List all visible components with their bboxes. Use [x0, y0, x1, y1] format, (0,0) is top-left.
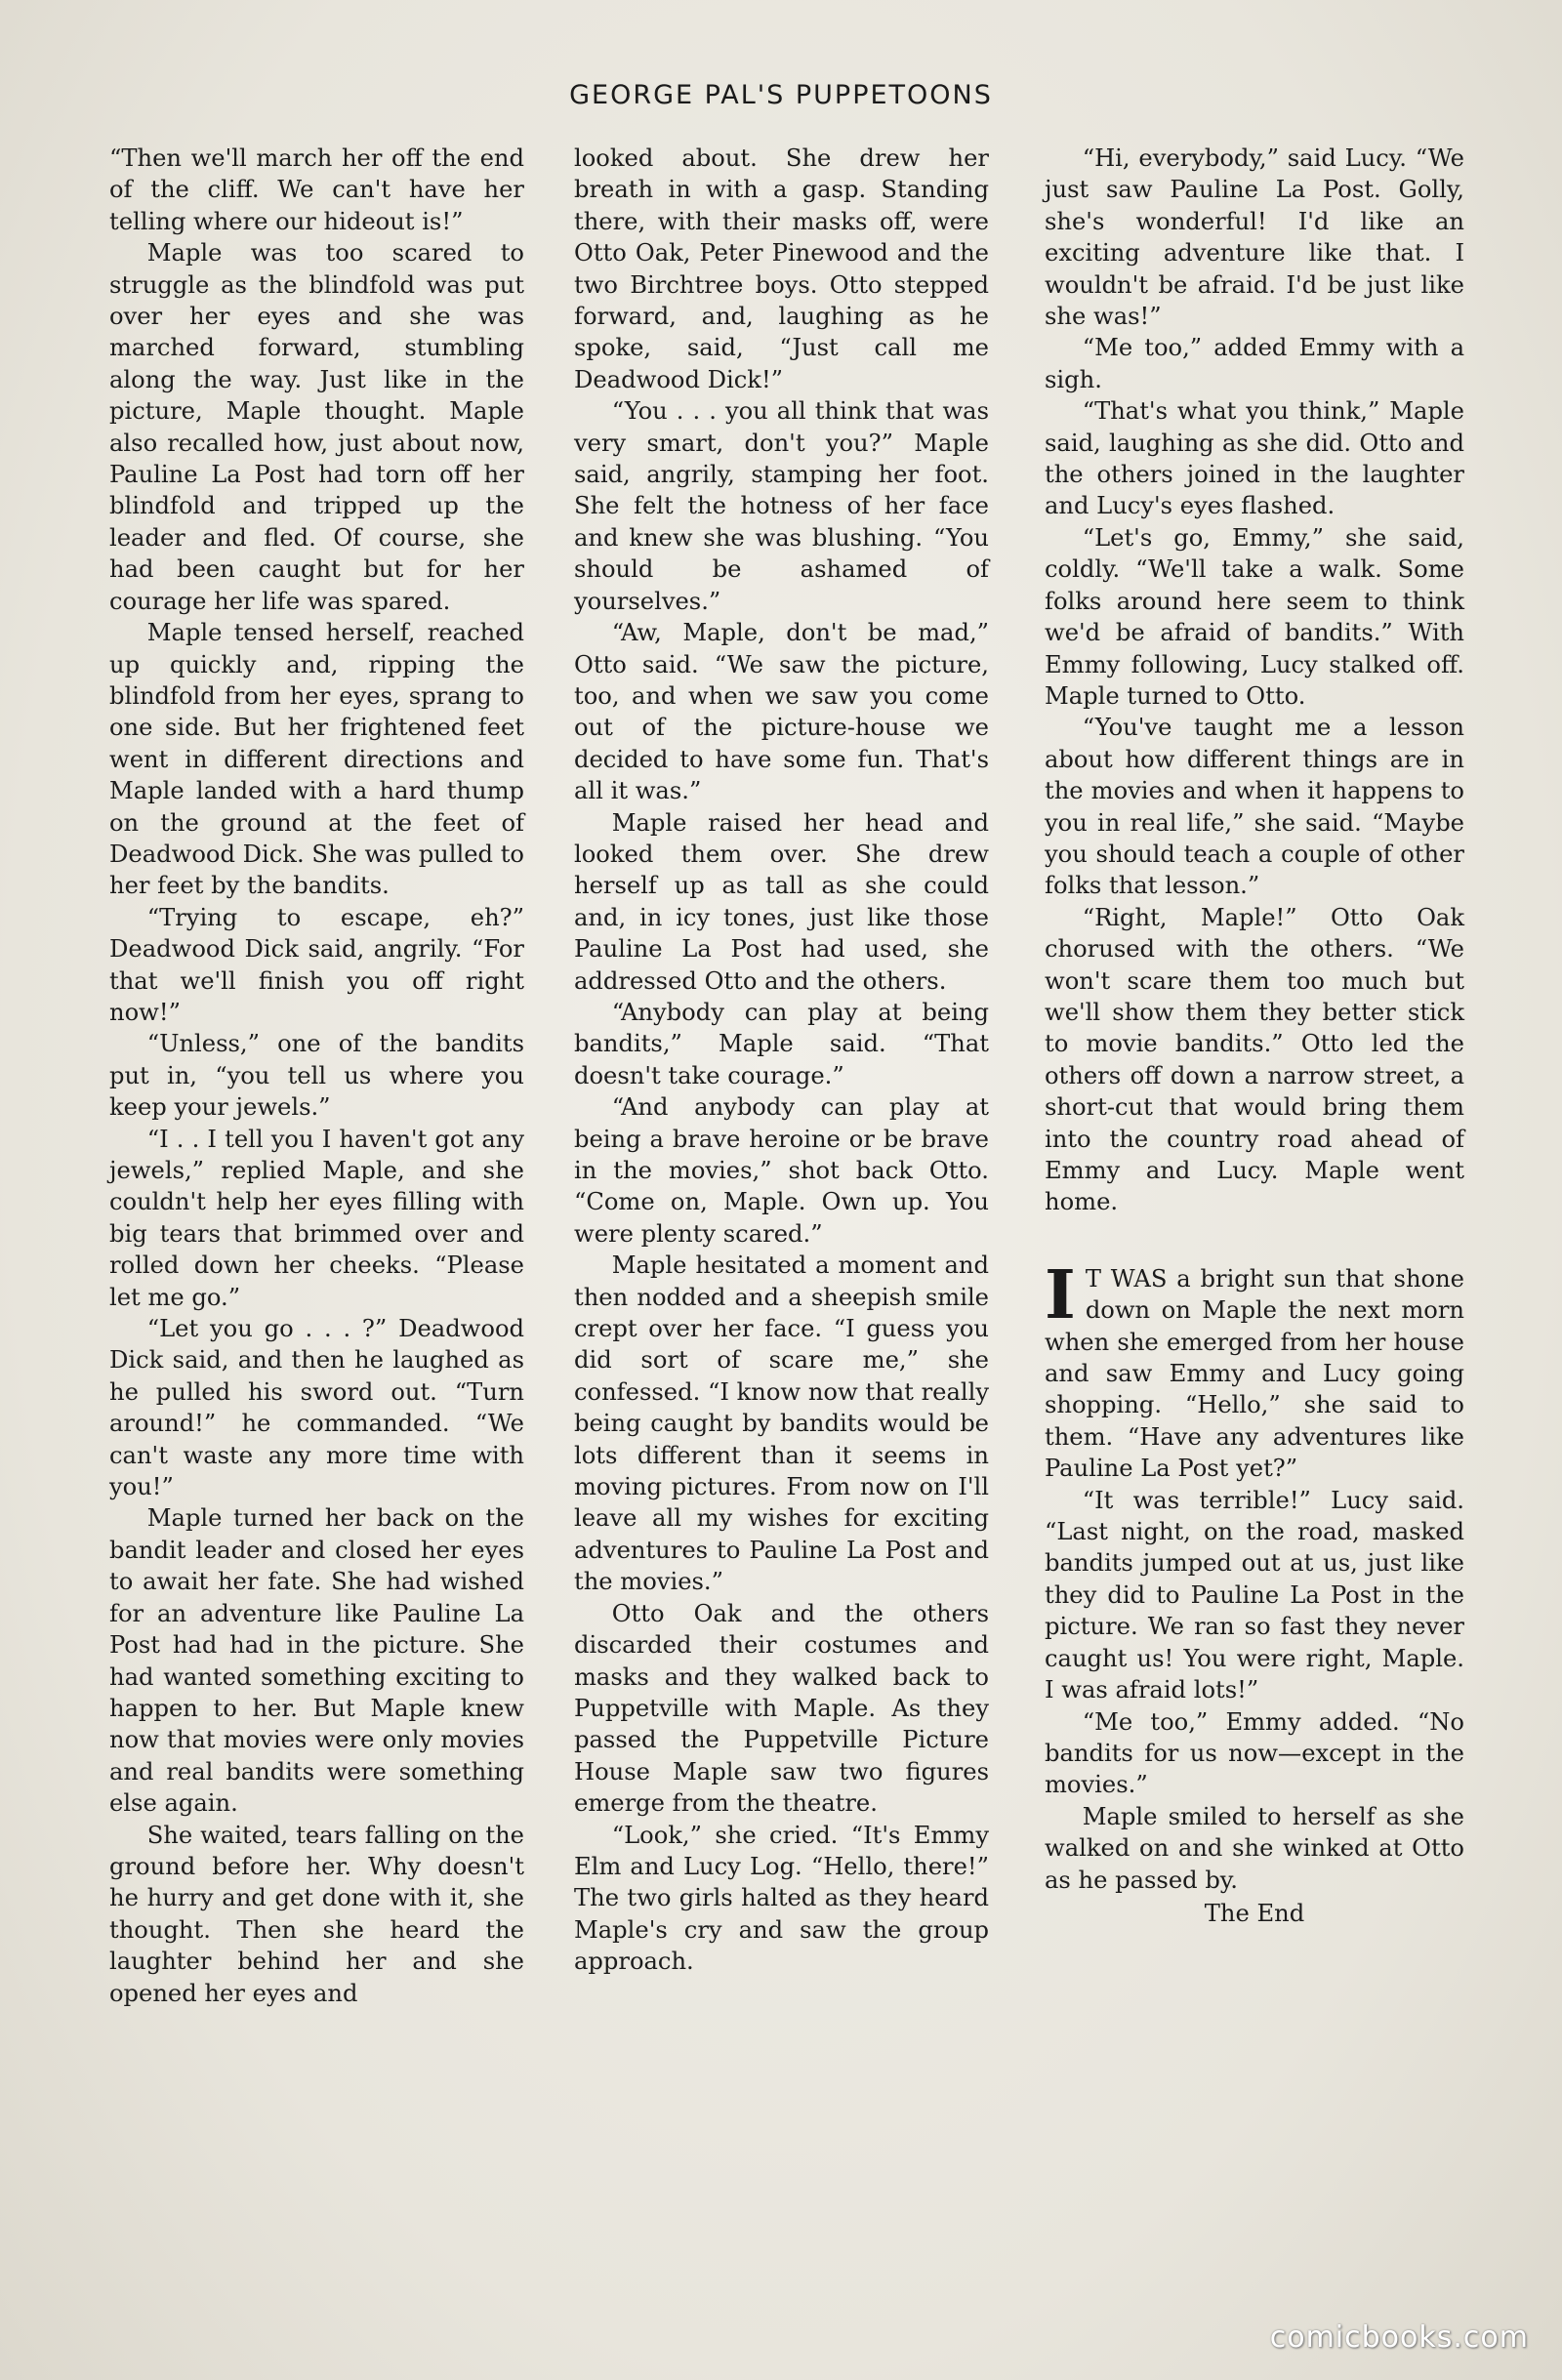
text-column-2 [574, 143, 989, 1978]
paragraph: “Then we'll march her off the end of the cliff. We can't have her telling where our hideout is!” [109, 144, 524, 235]
paragraph: looked about. She drew her breath in with a gasp. Standing there, with their masks off, were Otto Oak, Peter Pinewood and the two Birchtree boys. Otto stepped forward, and, laughing as he spoke, said, “Just call me Deadwood Dick!” [574, 144, 989, 393]
watermark: comicbooks.com [1269, 2320, 1529, 2355]
paragraph: “Anybody can play at being bandits,” Maple said. “That doesn't take courage.” [574, 998, 989, 1089]
paragraph-text: T WAS a bright sun that shone down on Maple the next morn when she emerged from her house and saw Emmy and Lucy going shopping. “Hello,” she said to them. “Have any adventures like Pauline La Post yet?” [1045, 1264, 1464, 1483]
paragraph: “Unless,” one of the bandits put in, “you tell us where you keep your jewels.” [109, 1030, 524, 1122]
text-column-1 [109, 143, 524, 2009]
paragraph: “Me too,” added Emmy with a sigh. [1045, 334, 1464, 393]
page-header: GEORGE PAL'S PUPPETOONS [569, 80, 993, 110]
paragraph: “Me too,” Emmy added. “No bandits for us now—except in the movies.” [1045, 1707, 1464, 1799]
drop-cap: I [1045, 1255, 1076, 1334]
paragraph: Maple hesitated a moment and then nodded and a sheepish smile crept over her face. “I guess you did sort of scare me,” she confessed. “I know now that really being caught by bandits would be lots different than it seems in moving pictures. From now on I'll leave all my wishes for exciting adventures to Pauline La Post and the movies.” [574, 1252, 989, 1596]
paragraph: Maple was too scared to struggle as the blindfold was put over her eyes and she was marched forward, stumbling along the way. Just like in the picture, Maple thought. Maple also recalled how, just about now, Pauline La Post had torn off her blindfold and tripped up the leader and fled. Of course, she had been caught but for her courage her life was spared. [109, 239, 524, 615]
paragraph: “You've taught me a lesson about how different things are in the movies and when it happens to you in real life,” she said. “Maybe you should teach a couple of other folks that lesson.” [1045, 714, 1464, 900]
the-end-label: The End [1204, 1899, 1305, 1927]
paragraph: “Trying to escape, eh?” Deadwood Dick said, angrily. “For that we'll finish you off right now!” [109, 903, 524, 1026]
paragraph: “Aw, Maple, don't be mad,” Otto said. “We saw the picture, too, and when we saw you come out of the picture-house we decided to have some fun. That's all it was.” [574, 619, 989, 805]
paragraph: “Let you go . . . ?” Deadwood Dick said, and then he laughed as he pulled his sword out. “Turn around!” he commanded. “We can't waste any more time with you!” [109, 1315, 524, 1501]
section-opening-paragraph [1045, 1255, 1464, 1485]
paragraph: Maple raised her head and looked them over. She drew herself up as tall as she could and, in icy tones, just like those Pauline La Post had used, she addressed Otto and the others. [574, 808, 989, 995]
text-column-3 [1045, 143, 1464, 1929]
paragraph: “I . . I tell you I haven't got any jewels,” replied Maple, and she couldn't help her eyes filling with big tears that brimmed over and rolled down her cheeks. “Please let me go.” [109, 1125, 524, 1311]
paragraph: “That's what you think,” Maple said, laughing as she did. Otto and the others joined in the laughter and Lucy's eyes flashed. [1045, 397, 1464, 520]
paragraph: “Hi, everybody,” said Lucy. “We just saw Pauline La Post. Golly, she's wonderful! I'd like an exciting adventure like that. I wouldn't be afraid. I'd be just like she was!” [1045, 144, 1464, 331]
paragraph: She waited, tears falling on the ground before her. Why doesn't he hurry and get done with it, she thought. Then she heard the laughter behind her and she opened her eyes and [109, 1821, 524, 2007]
paragraph: “You . . . you all think that was very smart, don't you?” Maple said, angrily, stamping her foot. She felt the hotness of her face and knew she was blushing. “You should be ashamed of yourselves.” [574, 397, 989, 615]
paragraph: “And anybody can play at being a brave heroine or be brave in the movies,” shot back Otto. “Come on, Maple. Own up. You were plenty scared.” [574, 1093, 989, 1248]
paragraph: “Let's go, Emmy,” she said, coldly. “We'll take a walk. Some folks around here seem to think we'd be afraid of bandits.” With Emmy following, Lucy stalked off. Maple turned to Otto. [1045, 523, 1464, 710]
paragraph: Maple smiled to herself as she walked on and she winked at Otto as he passed by. [1045, 1802, 1464, 1894]
paragraph: Maple tensed herself, reached up quickly and, ripping the blindfold from her eyes, sprang to one side. But her frightened feet went in different directions and Maple landed with a hard thump on the ground at the feet of Deadwood Dick. She was pulled to her feet by the bandits. [109, 619, 524, 900]
paragraph: Maple turned her back on the bandit leader and closed her eyes to await her fate. She had wished for an adventure like Pauline La Post had had in the picture. She had wanted something exciting to happen to her. But Maple knew now that movies were only movies and real bandits were something else again. [109, 1504, 524, 1818]
paragraph: Otto Oak and the others discarded their costumes and masks and they walked back to Puppetville with Maple. As they passed the Puppetville Picture House Maple saw two figures emerge from the theatre. [574, 1599, 989, 1818]
paragraph: “Look,” she cried. “It's Emmy Elm and Lucy Log. “Hello, there!” The two girls halted as they heard Maple's cry and saw the group approach. [574, 1821, 989, 1976]
paragraph: “It was terrible!” Lucy said. “Last night, on the road, masked bandits jumped out at us, just like they did to Pauline La Post in the picture. We ran so fast they never caught us! You were right, Maple. I was afraid lots!” [1045, 1486, 1464, 1704]
paragraph: “Right, Maple!” Otto Oak chorused with the others. “We won't scare them too much but we'll show them they better stick to movie bandits.” Otto led the others off down a narrow street, a short-cut that would bring them into the country road ahead of Emmy and Lucy. Maple went home. [1045, 903, 1464, 1216]
